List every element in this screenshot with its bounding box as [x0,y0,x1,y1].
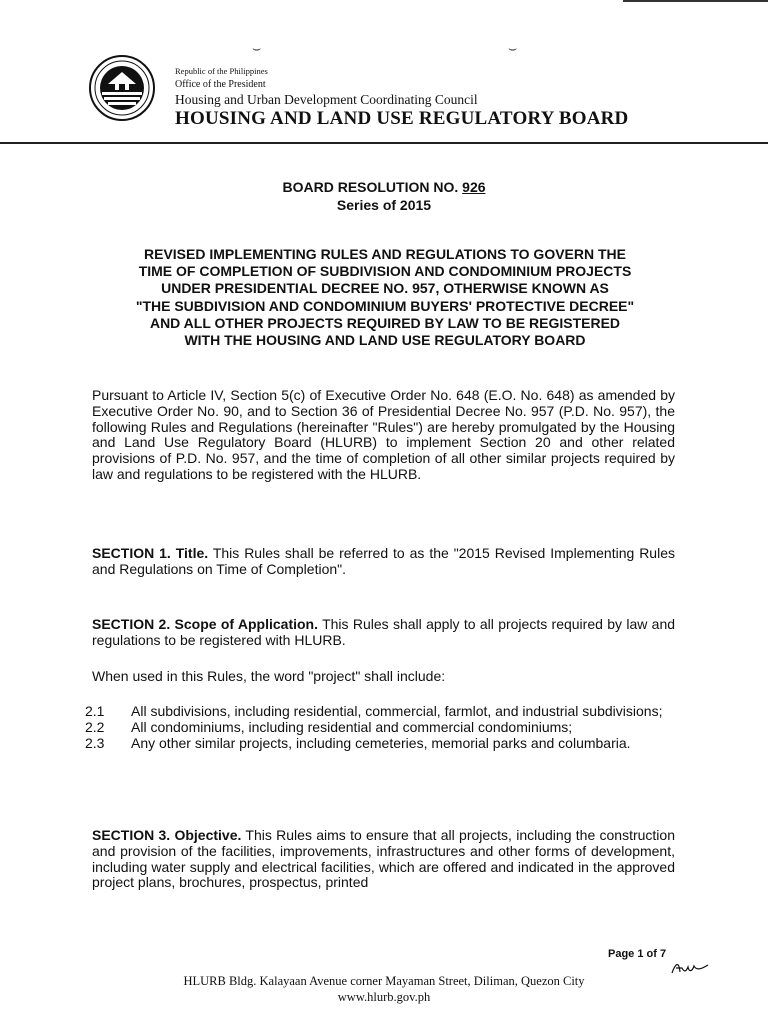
scan-mark: ⌣ [508,40,518,56]
subject-line: REVISED IMPLEMENTING RULES AND REGULATIONS TO GOVERN THE [144,246,626,262]
section-1 [92,546,675,578]
subject-line: WITH THE HOUSING AND LAND USE REGULATORY BOARD [184,332,586,349]
section-1-text: This Rules shall be referred to as the "2015 Revised Implementing Rules and Regulations on Time of Completion". [92,545,675,577]
resolution-series: Series of 2015 [336,197,432,213]
list-item [85,704,675,720]
resolution-number: 926 [462,179,486,195]
list-item [85,736,675,752]
letterhead-office: Office of the President [175,79,266,90]
page-number: Page 1 of 7 [608,948,667,960]
subject-line: TIME OF COMPLETION OF SUBDIVISION AND CONDOMINIUM PROJECTS [138,263,632,280]
scan-mark: ⌣ [252,40,262,56]
subject-line: "THE SUBDIVISION AND CONDOMINIUM BUYERS' PROTECTIVE DECREE" [135,297,635,314]
section-3 [92,828,675,891]
section-2 [92,617,675,649]
preamble-paragraph: Pursuant to Article IV, Section 5(c) of Executive Order No. 648 (E.O. No. 648) as amended by Executive Order No. 90, and to Section 36 of Presidential Decree No. 957 (P.D. No. 957), the following Rules and Regulations (hereinafter "Rules") are hereby promulgated by the Housing and Land Use Regulatory Board (HLURB) to implement Section 20 and other related provisions of P.D. No. 957, and the time of completion of all other similar projects required by law and regulations to be registered with the HLURB. [92,387,675,482]
footer-website[interactable]: www.hlurb.gov.ph [337,990,431,1004]
list-item-text: All subdivisions, including residential, commercial, farmlot, and industrial subdivisions; [131,703,663,719]
list-item-text: All condominiums, including residential and commercial condominiums; [131,718,573,735]
letterhead [175,64,628,130]
letterhead-republic: Republic of the Philippines [175,66,268,76]
project-types-list [85,704,675,751]
subject-line: UNDER PRESIDENTIAL DECREE NO. 957, OTHERWISE KNOWN AS [161,280,609,297]
section-1-heading: SECTION 1. Title. [92,545,209,561]
subject-line: AND ALL OTHER PROJECTS REQUIRED BY LAW TO BE REGISTERED [149,314,621,331]
list-item-number: 2.2 [85,718,105,735]
list-item [85,720,675,736]
letterhead-divider [0,142,768,144]
list-item-text: Any other similar projects, including cemeteries, memorial parks and columbaria. [131,734,631,751]
letterhead-council: Housing and Urban Development Coordinating Council [175,92,478,107]
footer [0,973,768,1005]
section-3-heading: SECTION 3. Objective. [92,827,242,843]
section-2-intro: When used in this Rules, the word "project" shall include: [92,668,446,684]
top-edge-line [623,0,768,2]
resolution-prefix: BOARD RESOLUTION NO. [282,179,459,195]
letterhead-board: HOUSING AND LAND USE REGULATORY BOARD [175,108,629,129]
resolution-title [0,178,768,214]
section-3-text: This Rules aims to ensure that all projects, including the construction and provision of the facilities, improvements, infrastructures and other forms of development, including water supply and electrical facilities, which are offered and indicated in the approved project plans, brochures, prospectus, printed [92,827,675,891]
resolution-subject [90,246,680,349]
section-2-text: This Rules shall apply to all projects required by law and regulations to be registered with HLURB. [92,616,676,648]
footer-address: HLURB Bldg. Kalayaan Avenue corner Mayaman Street, Diliman, Quezon City [183,974,585,988]
list-item-number: 2.1 [85,703,105,719]
section-2-heading: SECTION 2. Scope of Application. [92,616,319,632]
hlurb-seal-logo [88,54,156,122]
list-item-number: 2.3 [85,734,105,751]
